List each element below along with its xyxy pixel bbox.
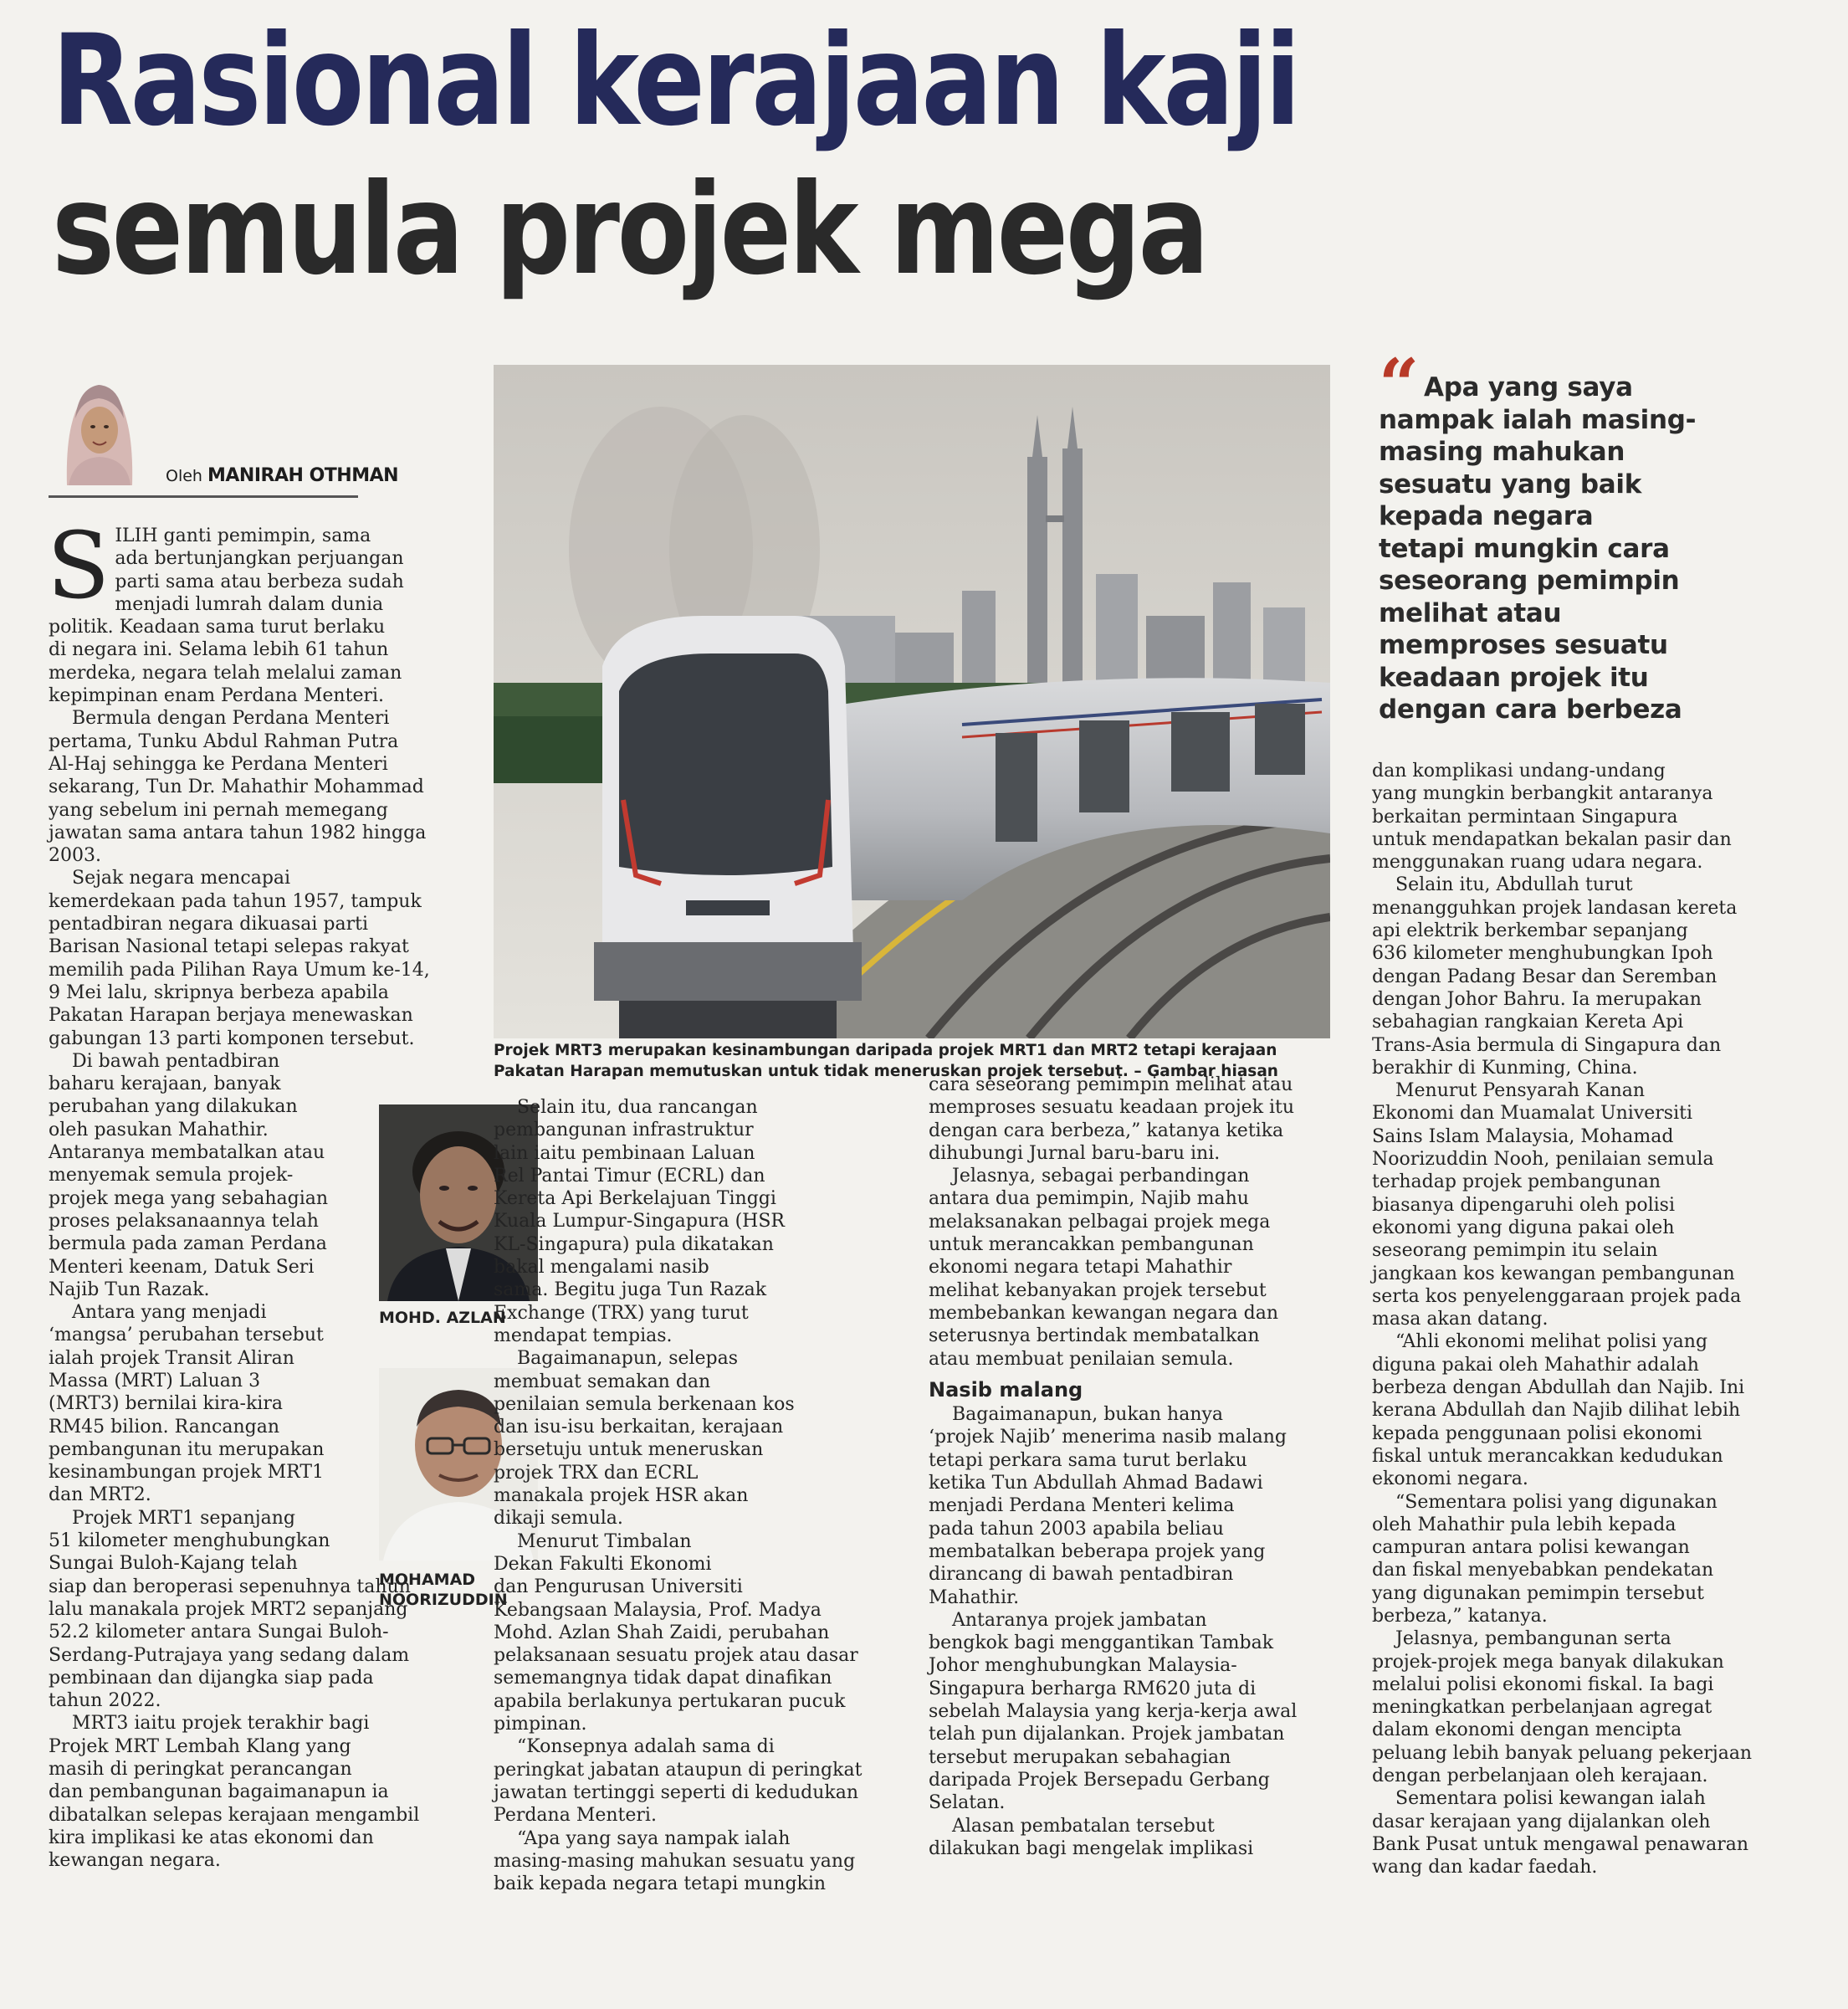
text-line: dan pembangunan bagaimanapun ia (49, 1781, 389, 1803)
text-line: Selain itu, dua rancangan (517, 1097, 758, 1118)
text-line: atau membuat penilaian semula. (929, 1348, 1234, 1370)
pull-quote-line: masing mahukan (1379, 437, 1625, 467)
text-line: pada tahun 2003 apabila beliau (929, 1518, 1224, 1540)
text-line: masa akan datang. (1372, 1309, 1549, 1330)
pull-quote-line: nampak ialah masing- (1379, 404, 1697, 435)
text-line: Serdang-Putrajaya yang sedang dalam (49, 1644, 410, 1666)
text-line: Jelasnya, pembangunan serta (1395, 1628, 1671, 1650)
text-line: dasar kerajaan yang dijalankan oleh (1372, 1811, 1711, 1832)
portrait-label-line: NOORIZUDDIN (379, 1591, 508, 1609)
text-line: Antaranya membatalkan atau (49, 1142, 325, 1164)
text-line: masing-masing mahukan sesuatu yang (494, 1850, 856, 1872)
text-line: kerana Abdullah dan Najib dilihat lebih (1372, 1400, 1741, 1422)
text-line: dengan cara berbeza,” katanya ketika (929, 1120, 1284, 1141)
headline-line-1: Rasional kerajaan kaji (52, 8, 1298, 154)
caption-line-2: Pakatan Harapan memutuskan untuk tidak meneruskan projek tersebut. – Gambar hiasan (494, 1063, 1278, 1080)
text-line: di negara ini. Selama lebih 61 tahun (49, 639, 389, 661)
text-line: Bank Pusat untuk mengawal penawaran (1372, 1833, 1749, 1855)
drop-cap: S (47, 512, 110, 619)
text-line: ekonomi yang diguna pakai oleh (1372, 1217, 1675, 1238)
text-line: dengan Johor Bahru. Ia merupakan (1372, 988, 1702, 1010)
text-line: berbeza dengan Abdullah dan Najib. Ini (1372, 1377, 1745, 1399)
text-line: sebelah Malaysia yang kerja-kerja awal (929, 1701, 1298, 1723)
text-line: kesinambungan projek MRT1 (49, 1462, 324, 1484)
text-line: jawatan sama antara tahun 1982 hingga (49, 822, 427, 843)
text-line: sememangnya tidak dapat dinafikan (494, 1668, 832, 1689)
text-line: bersetuju untuk meneruskan (494, 1439, 764, 1461)
text-line: kepimpinan enam Perdana Menteri. (49, 685, 385, 707)
text-line: Kereta Api Berkelajuan Tinggi (494, 1188, 776, 1210)
text-line: sebahagian rangkaian Kereta Api (1372, 1012, 1684, 1033)
pull-quote-line: sesuatu yang baik (1379, 469, 1642, 500)
text-line: Rel Pantai Timur (ECRL) dan (494, 1165, 765, 1186)
text-line: ada bertunjangkan perjuangan (115, 548, 404, 570)
text-line: menyemak semula projek- (49, 1165, 294, 1186)
headline (52, 8, 1535, 303)
text-line: apabila berlakunya pertukaran pucuk (494, 1690, 846, 1712)
text-line: manakala projek HSR akan (494, 1485, 749, 1507)
text-line: wang dan kadar faedah. (1372, 1857, 1598, 1878)
text-line: membuat semakan dan (494, 1371, 711, 1392)
text-line: RM45 bilion. Rancangan (49, 1416, 279, 1438)
text-line: projek TRX dan ECRL (494, 1462, 699, 1484)
text-line: cara seseorang pemimpin melihat atau (929, 1074, 1293, 1095)
column-4 (1372, 760, 1815, 1879)
text-line: pembinaan dan dijangka siap pada (49, 1667, 374, 1689)
text-line: Sains Islam Malaysia, Mohamad (1372, 1125, 1674, 1147)
text-line: menjadi lumrah dalam dunia (115, 593, 384, 615)
text-line: kemerdekaan pada tahun 1957, tampuk (49, 890, 422, 912)
text-line: Pakatan Harapan berjaya menewaskan (49, 1005, 413, 1027)
text-line: berkaitan permintaan Singapura (1372, 806, 1678, 828)
text-line: telah pun dijalankan. Projek jambatan (929, 1724, 1285, 1745)
text-line: pembangunan infrastruktur (494, 1120, 754, 1141)
column-1 (47, 512, 442, 1873)
byline-author: MANIRAH OTHMAN (207, 465, 399, 486)
pull-quote-line: tetapi mungkin cara (1379, 533, 1670, 564)
text-line: tersebut merupakan sebahagian (929, 1746, 1231, 1768)
text-line: api elektrik berkembar sepanjang (1372, 920, 1688, 942)
text-line: Menteri keenam, Datuk Seri (49, 1256, 315, 1278)
text-line: bermula pada zaman Perdana (49, 1233, 327, 1255)
text-line: gabungan 13 parti komponen tersebut. (49, 1028, 415, 1049)
text-line: Selain itu, Abdullah turut (1395, 874, 1633, 896)
pull-quote-line: “ Apa yang saya (1379, 343, 1633, 426)
text-line: baharu kerajaan, banyak (49, 1074, 281, 1095)
text-line: Sungai Buloh-Kajang telah (49, 1553, 298, 1575)
text-line: untuk mendapatkan bekalan pasir dan (1372, 828, 1732, 850)
text-line: menangguhkan projek landasan kereta (1372, 897, 1738, 919)
text-line: kira implikasi ke atas ekonomi dan (49, 1827, 374, 1848)
text-line: Kuala Lumpur-Singapura (HSR (494, 1211, 785, 1233)
text-line: Massa (MRT) Laluan 3 (49, 1370, 261, 1391)
text-line: (MRT3) bernilai kira-kira (49, 1393, 283, 1415)
text-line: dengan perbelanjaan oleh kerajaan. (1372, 1766, 1708, 1787)
text-line: Ekonomi dan Muamalat Universiti (1372, 1103, 1692, 1125)
text-line: dikaji semula. (494, 1508, 623, 1530)
portrait-label-azlan: MOHD. AZLAN (379, 1309, 506, 1327)
text-line: terhadap projek pembangunan (1372, 1171, 1661, 1193)
text-line: dan Pengurusan Universiti (494, 1576, 743, 1598)
text-line: Al-Haj sehingga ke Perdana Menteri (49, 753, 388, 775)
text-line: sekarang, Tun Dr. Mahathir Mohammad (49, 776, 424, 798)
text-line: ekonomi negara. (1372, 1468, 1528, 1490)
text-line: melihat kebanyakan projek tersebut (929, 1279, 1267, 1301)
byline-rule (49, 495, 358, 498)
text-line: oleh pasukan Mahathir. (49, 1119, 269, 1140)
subheading: Nasib malang (929, 1377, 1083, 1402)
text-line: jangkaan kos kewangan pembangunan (1372, 1263, 1735, 1284)
text-line: pertama, Tunku Abdul Rahman Putra (49, 730, 399, 752)
text-line: pelaksanaan sesuatu projek atau dasar (494, 1645, 858, 1667)
text-line: Bagaimanapun, selepas (517, 1348, 739, 1370)
text-line: jawatan tertinggi seperti di kedudukan (494, 1781, 859, 1803)
text-line: 51 kilometer menghubungkan (49, 1530, 330, 1552)
text-line: Antaranya projek jambatan (952, 1609, 1207, 1631)
text-line: parti sama atau berbeza sudah (115, 571, 404, 592)
text-line: berakhir di Kunming, China. (1372, 1057, 1638, 1079)
text-line: Alasan pembatalan tersebut (952, 1815, 1215, 1837)
text-line: “Sementara polisi yang digunakan (1395, 1491, 1717, 1513)
text-line: baik kepada negara tetapi mungkin (494, 1873, 827, 1895)
text-line: Menurut Pensyarah Kanan (1395, 1080, 1646, 1102)
text-line: peringkat jabatan ataupun di peringkat (494, 1759, 863, 1781)
text-line: dan fiskal menyebabkan pendekatan (1372, 1560, 1714, 1581)
text-line: untuk merancakkan pembangunan (929, 1234, 1254, 1256)
text-line: serta kos penyelenggaraan projek pada (1372, 1285, 1742, 1307)
headline-line-2: semula projek mega (52, 157, 1207, 303)
text-line: ‘mangsa’ perubahan tersebut (49, 1325, 324, 1346)
text-line: menjadi Perdana Menteri kelima (929, 1495, 1235, 1517)
text-line: perubahan yang dilakukan (49, 1096, 298, 1118)
text-line: Trans-Asia bermula di Singapura dan (1372, 1034, 1722, 1056)
text-line: dibatalkan selepas kerajaan mengambil (49, 1804, 420, 1826)
text-line: Antara yang menjadi (72, 1302, 267, 1324)
text-line: projek mega yang sebahagian (49, 1187, 329, 1209)
text-line: oleh Mahathir pula lebih kepada (1372, 1514, 1677, 1535)
text-line: yang mungkin berbangkit antaranya (1372, 783, 1713, 805)
text-line: Barisan Nasional tetapi selepas rakyat (49, 936, 409, 958)
text-line: “Apa yang saya nampak ialah (517, 1827, 791, 1849)
text-line: kepada penggunaan polisi ekonomi (1372, 1422, 1702, 1444)
text-line: menggunakan ruang udara negara. (1372, 852, 1703, 874)
caption-line-1: Projek MRT3 merupakan kesinambungan daripada projek MRT1 dan MRT2 tetapi kerajaan (494, 1042, 1277, 1059)
text-line: Bermula dengan Perdana Menteri (72, 708, 390, 730)
text-line: Sementara polisi kewangan ialah (1395, 1788, 1706, 1810)
text-line: pentadbiran negara dikuasai parti (49, 914, 369, 935)
text-line: Jelasnya, sebagai perbandingan (952, 1166, 1250, 1187)
text-line: 9 Mei lalu, skripnya berbeza apabila (49, 981, 389, 1003)
text-line: seterusnya bertindak membatalkan (929, 1325, 1260, 1347)
text-line: politik. Keadaan sama turut berlaku (49, 617, 386, 638)
text-line: MRT3 iaitu projek terakhir bagi (72, 1713, 370, 1735)
pull-quote-line: memproses sesuatu (1379, 630, 1668, 660)
text-line: ekonomi negara tetapi Mahathir (929, 1257, 1232, 1279)
text-line: lain iaitu pembinaan Laluan (494, 1142, 755, 1164)
text-line: peluang lebih banyak peluang pekerjaan (1372, 1742, 1753, 1764)
text-line: yang sebelum ini pernah memegang (49, 799, 388, 821)
text-line: Mohd. Azlan Shah Zaidi, perubahan (494, 1622, 830, 1643)
text-line: Singapura berharga RM620 juta di (929, 1678, 1257, 1699)
text-line: Dekan Fakulti Ekonomi (494, 1553, 712, 1575)
text-line: Sejak negara mencapai (72, 868, 291, 889)
byline-prefix: Oleh (166, 467, 202, 485)
text-line: berbeza,” katanya. (1372, 1605, 1548, 1627)
text-line: antara dua pemimpin, Najib mahu (929, 1188, 1249, 1210)
text-line: masih di peringkat perancangan (49, 1759, 352, 1781)
text-line: bengkok bagi menggantikan Tambak (929, 1632, 1274, 1654)
text-line: daripada Projek Bersepadu Gerbang (929, 1769, 1270, 1791)
text-line: membatalkan beberapa projek yang (929, 1540, 1266, 1562)
text-line: ialah projek Transit Aliran (49, 1347, 294, 1369)
text-line: Perdana Menteri. (494, 1805, 657, 1827)
text-line: ILIH ganti pemimpin, sama (115, 525, 371, 546)
text-line: campuran antara polisi kewangan (1372, 1537, 1690, 1559)
text-line: Mahathir. (929, 1586, 1020, 1608)
text-line: kewangan negara. (49, 1850, 221, 1872)
text-line: Johor menghubungkan Malaysia- (929, 1655, 1237, 1677)
text-line: Di bawah pentadbiran (72, 1050, 280, 1072)
text-line: memilih pada Pilihan Raya Umum ke-14, (49, 959, 430, 981)
text-line: fiskal untuk merancakkan kedudukan (1372, 1445, 1723, 1467)
text-line: memproses sesuatu keadaan projek itu (929, 1097, 1295, 1119)
text-line: membebankan kewangan negara dan (929, 1302, 1279, 1324)
text-line: dalam ekonomi dengan mencipta (1372, 1719, 1682, 1741)
pull-quote-line: kepada negara (1379, 501, 1594, 531)
text-line: dan MRT2. (49, 1484, 151, 1506)
text-line: Bagaimanapun, bukan hanya (952, 1404, 1224, 1426)
text-line: “Ahli ekonomi melihat polisi yang (1395, 1331, 1708, 1353)
text-line: Najib Tun Razak. (49, 1279, 210, 1300)
text-line: dan isu-isu berkaitan, kerajaan (494, 1417, 784, 1438)
text-line: KL-Singapura) pula dikatakan (494, 1233, 774, 1255)
text-line: melaksanakan pelbagai projek mega (929, 1211, 1271, 1233)
text-line: proses pelaksanaannya telah (49, 1210, 319, 1232)
text-line: Kebangsaan Malaysia, Prof. Madya (494, 1599, 822, 1621)
text-line: “Konsepnya adalah sama di (517, 1736, 775, 1758)
text-line: mendapat tempias. (494, 1325, 673, 1346)
text-line: tetapi perkara sama turut berlaku (929, 1449, 1247, 1471)
pull-quote-line: melihat atau (1379, 597, 1562, 628)
column-2 (494, 1096, 887, 1895)
text-line: Menurut Timbalan (517, 1530, 692, 1552)
text-line: siap dan beroperasi sepenuhnya tahun (49, 1576, 411, 1597)
pull-quote (1379, 343, 1814, 726)
pull-quote-line: keadaan projek itu (1379, 662, 1649, 693)
text-line: seseorang pemimpin itu selain (1372, 1240, 1658, 1262)
text-line: 636 kilometer menghubungkan Ipoh (1372, 943, 1713, 965)
text-line: meningkatkan perbelanjaan agregat (1372, 1697, 1712, 1719)
text-line: tahun 2022. (49, 1690, 161, 1712)
byline (166, 465, 398, 486)
text-line: Noorizuddin Nooh, penilaian semula (1372, 1149, 1714, 1171)
text-line: pembangunan itu merupakan (49, 1438, 325, 1460)
text-line: Selatan. (929, 1792, 1006, 1814)
text-line: dihubungi Jurnal baru-baru ini. (929, 1142, 1221, 1164)
text-line: Projek MRT Lembah Klang yang (49, 1735, 351, 1757)
text-line: ‘projek Najib’ menerima nasib malang (929, 1427, 1287, 1448)
pull-quote-line: seseorang pemimpin (1379, 566, 1680, 596)
portrait-label-line: MOHAMAD (379, 1571, 476, 1589)
text-line: dilakukan bagi mengelak implikasi (929, 1837, 1254, 1859)
text-line: dengan Padang Besar dan Seremban (1372, 966, 1717, 987)
text-line: 2003. (49, 845, 101, 867)
quote-mark-icon: “ (1379, 343, 1420, 426)
text-line: dirancang di bawah pentadbiran (929, 1564, 1234, 1586)
column-3 (929, 1074, 1347, 1860)
text-line: yang digunakan pemimpin tersebut (1372, 1582, 1704, 1604)
text-line: sama. Begitu juga Tun Razak (494, 1279, 767, 1301)
text-line: projek-projek mega banyak dilakukan (1372, 1651, 1724, 1673)
text-line: merdeka, negara telah melalui zaman (49, 662, 402, 684)
text-line: Exchange (TRX) yang turut (494, 1302, 749, 1324)
text-line: diguna pakai oleh Mahathir adalah (1372, 1354, 1699, 1376)
text-line: Projek MRT1 sepanjang (72, 1507, 295, 1529)
text-line: lalu manakala projek MRT2 sepanjang (49, 1598, 408, 1620)
text-line: 52.2 kilometer antara Sungai Buloh- (49, 1622, 389, 1643)
text-line: dan komplikasi undang-undang (1372, 761, 1666, 782)
text-line: penilaian semula berkenaan kos (494, 1393, 795, 1415)
text-line: melalui polisi ekonomi fiskal. Ia bagi (1372, 1673, 1714, 1695)
text-line: ketika Tun Abdullah Ahmad Badawi (929, 1473, 1263, 1494)
text-line: bakal mengalami nasib (494, 1257, 709, 1279)
mrt-train-photo (494, 365, 1330, 1038)
text-line: biasanya dipengaruhi oleh polisi (1372, 1194, 1676, 1216)
author-photo (57, 368, 141, 485)
pull-quote-line: dengan cara berbeza (1379, 694, 1682, 725)
text-line: pimpinan. (494, 1714, 587, 1735)
